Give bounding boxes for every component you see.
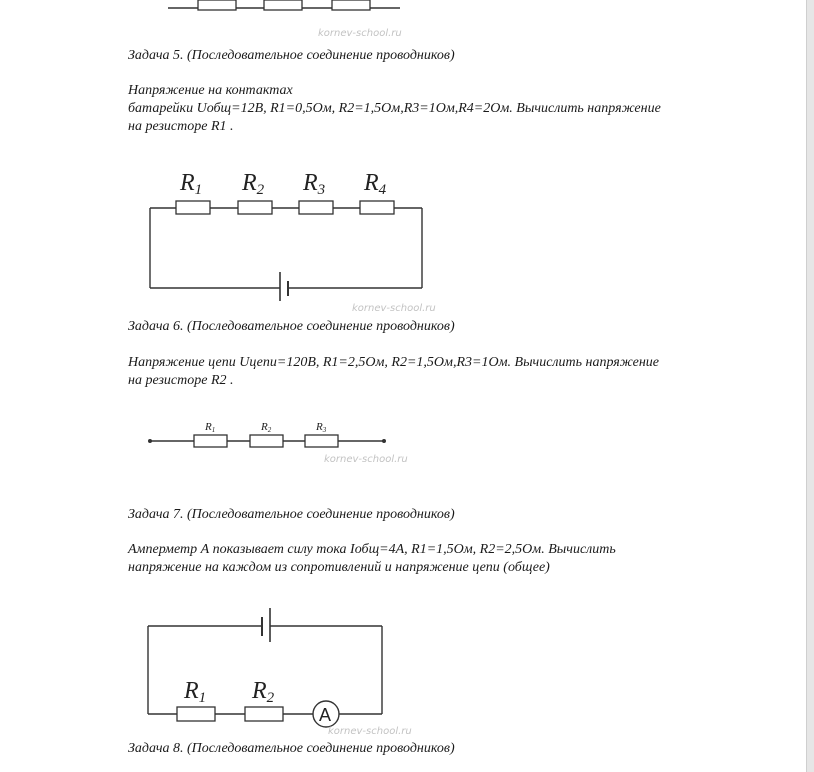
task5-label-r3: R3 [303,170,326,198]
task7-resistor-r1 [177,707,215,721]
task5-label-r1: R1 [180,170,203,198]
task6-label-r2: R2 [261,421,272,434]
task7-label-r1: R1 [184,678,207,706]
task5-text-line2: батарейки Uобщ=12В, R1=0,5Ом, R2=1,5Ом,R3=1Ом,R4=2Ом. Вычислить напряжение [128,101,661,116]
task7-resistor-r2 [245,707,283,721]
task6-heading: Задача 6. (Последовательное соединение проводников) [128,319,455,334]
task6-text-line1: Напряжение цепи Uцепи=120В, R1=2,5Ом, R2=1,5Ом,R3=1Ом. Вычислить напряжение [128,355,660,370]
watermark: kornev-school.ru [328,726,412,737]
task7-label-r2: R2 [252,678,275,706]
task5-label-r2: R2 [242,170,265,198]
task6-label-r1: R1 [205,421,216,434]
task7-text-line1: Амперметр А показывает силу тока Iобщ=4А, R1=1,5Ом, R2=2,5Ом. Вычислить [128,542,616,557]
watermark: kornev-school.ru [324,454,408,465]
task7-text-line2: напряжение на каждом из сопротивлений и напряжение цепи (общее) [128,560,550,575]
task5-text-line1: Напряжение на контактах [128,83,293,98]
task8-heading: Задача 8. (Последовательное соединение проводников) [128,741,455,756]
watermark: kornev-school.ru [352,303,436,314]
task6-text-line2: на резисторе R2 . [128,373,234,388]
task5-label-r4: R4 [364,170,387,198]
task7-ammeter-label: A [319,705,332,725]
task6-label-r3: R3 [316,421,327,434]
task7-heading: Задача 7. (Последовательное соединение проводников) [128,507,455,522]
task5-text-line3: на резисторе R1 . [128,119,234,134]
watermark: kornev-school.ru [318,28,402,39]
task5-heading: Задача 5. (Последовательное соединение проводников) [128,48,455,63]
